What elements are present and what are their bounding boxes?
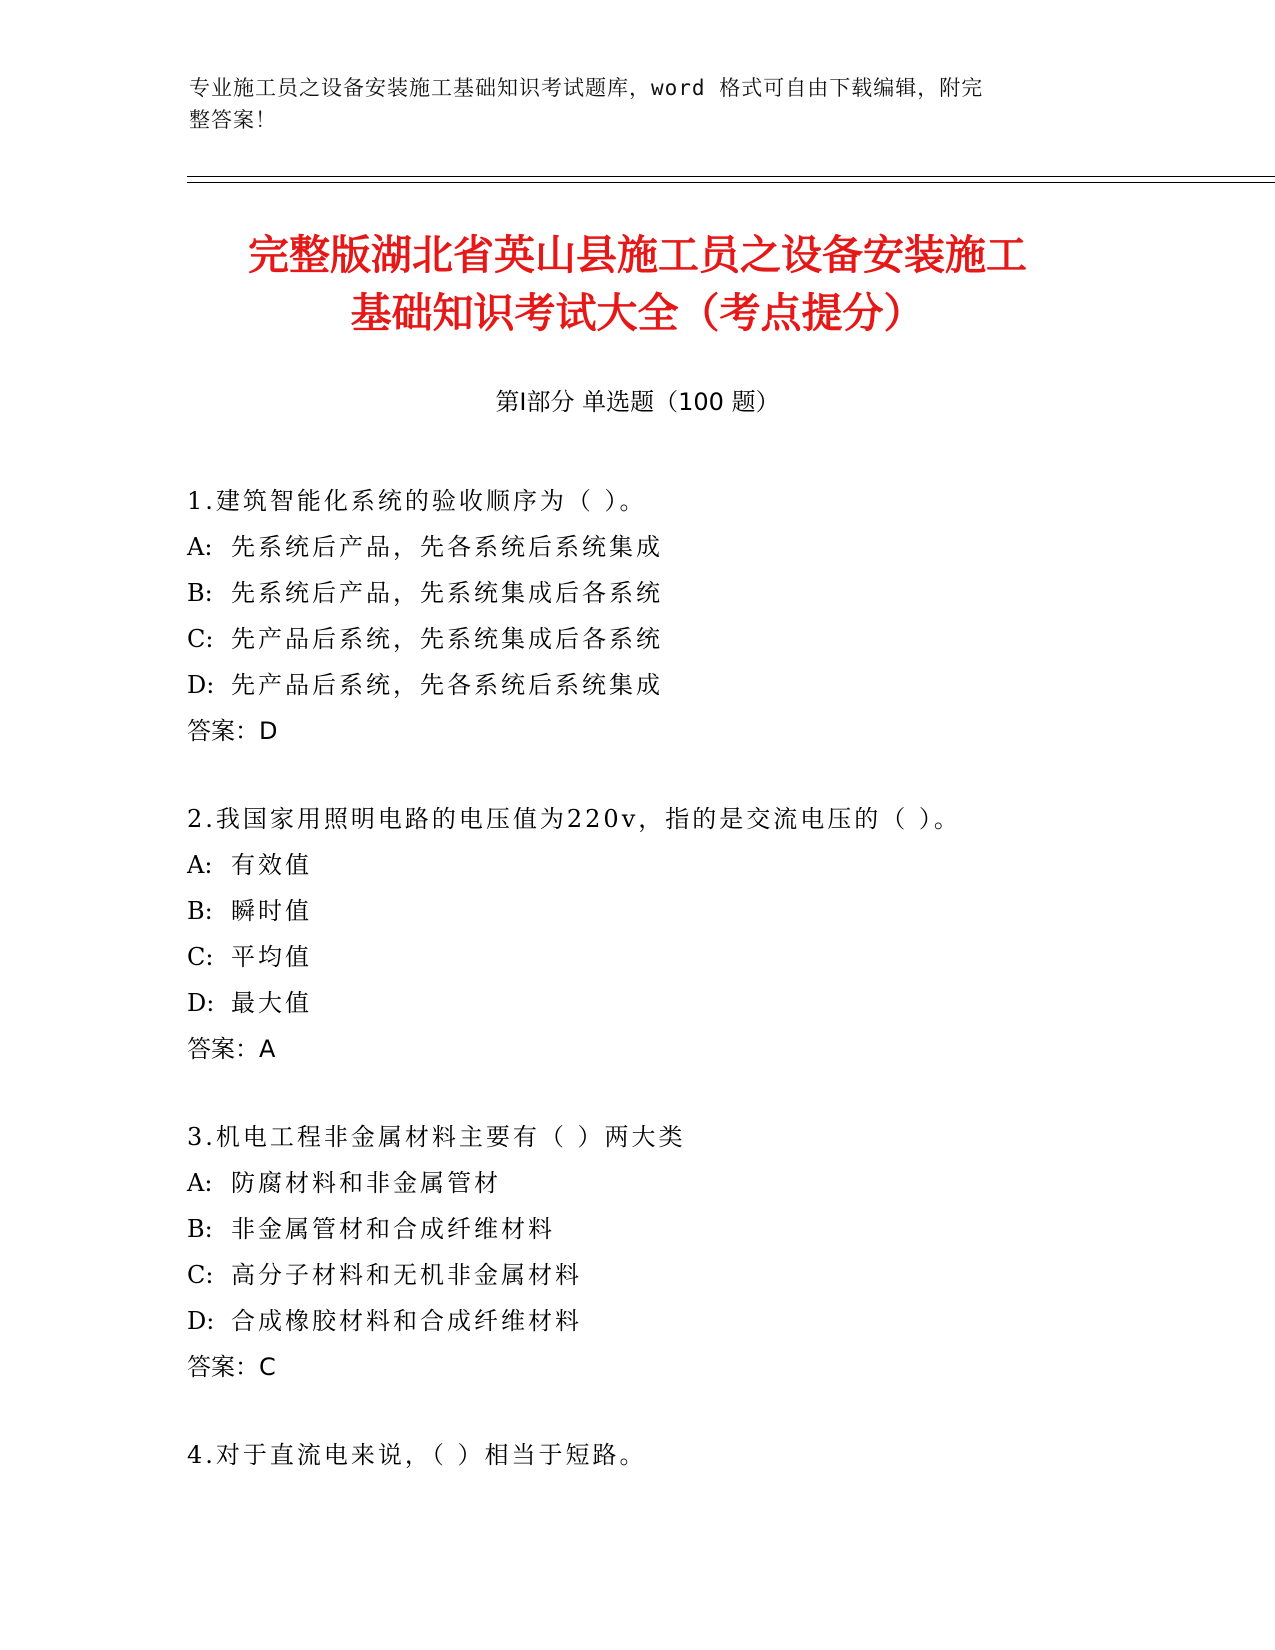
question-stem: 2.我国家用照明电路的电压值为220v，指的是交流电压的（ ）。 (187, 805, 961, 833)
option-key: C: (187, 1261, 214, 1289)
option-text: 先产品后系统，先各系统后系统集成 (231, 671, 663, 699)
option-key: B: (187, 897, 213, 925)
option-text: 最大值 (231, 989, 312, 1017)
document-header-note (189, 72, 1069, 136)
question-item-1 (187, 478, 1087, 754)
answer-line: 答案：C (187, 1353, 276, 1381)
document-title (150, 226, 1125, 342)
title-line-1: 完整版湖北省英山县施工员之设备安装施工 (248, 231, 1027, 279)
header-note-line-2: 整答案！ (189, 108, 277, 132)
option-text: 平均值 (231, 943, 312, 971)
question-item-2 (187, 796, 1087, 1072)
option-text: 高分子材料和无机非金属材料 (231, 1261, 582, 1289)
question-stem: 1.建筑智能化系统的验收顺序为（ ）。 (187, 487, 647, 515)
option-text: 防腐材料和非金属管材 (231, 1169, 501, 1197)
option-text: 有效值 (231, 851, 312, 879)
answer-line: 答案：A (187, 1035, 276, 1063)
title-line-2: 基础知识考试大全（考点提分） (350, 289, 925, 337)
question-stem: 3.机电工程非金属材料主要有（ ）两大类 (187, 1123, 686, 1151)
option-key: B: (187, 1215, 213, 1243)
question-item-3 (187, 1114, 1087, 1390)
question-list (187, 478, 1087, 1520)
option-a (187, 842, 1087, 888)
option-d (187, 980, 1087, 1026)
header-note-line-1: 专业施工员之设备安装施工基础知识考试题库，word 格式可自由下载编辑，附完 (189, 76, 984, 100)
question-item-4 (187, 1432, 1087, 1478)
option-c (187, 616, 1087, 662)
option-text: 先产品后系统，先系统集成后各系统 (231, 625, 663, 653)
option-key: A: (187, 1169, 213, 1197)
option-a (187, 1160, 1087, 1206)
section-heading: 第Ⅰ部分 单选题（100 题） (495, 388, 780, 416)
header-divider-top (187, 176, 1275, 177)
option-key: B: (187, 579, 213, 607)
option-key: A: (187, 851, 213, 879)
header-divider-bottom (187, 182, 1275, 183)
option-text: 合成橡胶材料和合成纤维材料 (231, 1307, 582, 1335)
option-b (187, 888, 1087, 934)
option-c (187, 934, 1087, 980)
option-text: 瞬时值 (231, 897, 312, 925)
option-c (187, 1252, 1087, 1298)
option-b (187, 570, 1087, 616)
option-key: D: (187, 989, 215, 1017)
option-d (187, 1298, 1087, 1344)
option-text: 先系统后产品，先各系统后系统集成 (231, 533, 663, 561)
option-key: C: (187, 625, 214, 653)
option-text: 非金属管材和合成纤维材料 (231, 1215, 555, 1243)
option-key: D: (187, 1307, 215, 1335)
option-text: 先系统后产品，先系统集成后各系统 (231, 579, 663, 607)
option-d (187, 662, 1087, 708)
option-a (187, 524, 1087, 570)
option-key: D: (187, 671, 215, 699)
option-b (187, 1206, 1087, 1252)
question-stem: 4.对于直流电来说，（ ）相当于短路。 (187, 1441, 647, 1469)
answer-line: 答案：D (187, 717, 278, 745)
option-key: C: (187, 943, 214, 971)
option-key: A: (187, 533, 213, 561)
